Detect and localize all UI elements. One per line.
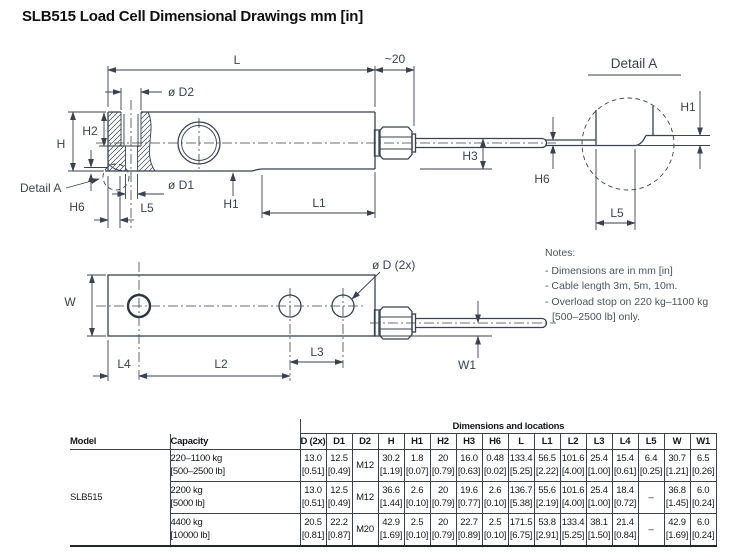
dimension-cell: 20 [0.79] xyxy=(430,513,456,546)
table-group-header-row xyxy=(70,419,716,434)
dimension-cell: 38.1 [1.50] xyxy=(586,513,612,546)
dim-label-l3: L3 xyxy=(310,345,324,359)
dimension-cell: 101.6 [4.00] xyxy=(560,449,586,481)
dim-label-l5-side: L5 xyxy=(140,201,154,215)
model-cell: SLB515 xyxy=(70,449,170,546)
dim-l3 xyxy=(290,345,343,362)
model-header: Model xyxy=(70,434,170,450)
dimension-cell: 6.5 [0.26] xyxy=(690,449,716,481)
dimension-cell: 42.9 [1.69] xyxy=(664,513,690,546)
dimension-cell: 6.0 [0.24] xyxy=(690,481,716,513)
dimension-cell: M20 xyxy=(352,513,378,546)
dimension-cell: 2.6 [0.10] xyxy=(404,481,430,513)
dimension-cell: 55.6 [2.19] xyxy=(534,481,560,513)
table-header-row xyxy=(70,434,716,450)
dimension-cell: M12 xyxy=(352,449,378,481)
dim-d2 xyxy=(105,85,194,110)
dimension-cell: – xyxy=(638,513,664,546)
dim-column-header: L4 xyxy=(612,434,638,450)
detail-a-profile xyxy=(545,106,673,146)
dimension-cell: 13.0 [0.51] xyxy=(300,481,326,513)
dim-label-h6-side: H6 xyxy=(69,200,85,214)
detail-a-view xyxy=(534,56,710,230)
dim-label-l1: L1 xyxy=(312,196,326,210)
dim-h3 xyxy=(420,139,492,169)
dim-label-l: L xyxy=(233,53,241,67)
dim-label-w1: W1 xyxy=(458,358,476,372)
dim-h xyxy=(57,112,106,171)
dimension-cell: 2.5 [0.10] xyxy=(482,513,508,546)
dim-approx-20 xyxy=(375,52,414,126)
dim-label-h: H xyxy=(56,137,66,151)
dim-column-header: D1 xyxy=(326,434,352,450)
dim-column-header: L3 xyxy=(586,434,612,450)
dim-l4 xyxy=(93,340,154,381)
dim-label-d2: ø D2 xyxy=(168,85,195,99)
dim-column-header: W xyxy=(664,434,690,450)
dimension-cell: 42.9 [1.69] xyxy=(378,513,404,546)
dimension-cell: 22.7 [0.89] xyxy=(456,513,482,546)
dim-column-header: L1 xyxy=(534,434,560,450)
dimension-cell: 2.6 [0.10] xyxy=(482,481,508,513)
dimension-cell: 13.0 [0.51] xyxy=(300,449,326,481)
dimension-cell: 171.5 [6.75] xyxy=(508,513,534,546)
dim-label-l2: L2 xyxy=(214,357,228,371)
dim-column-header: H3 xyxy=(456,434,482,450)
dimension-cell: 30.2 [1.19] xyxy=(378,449,404,481)
dimension-cell: 136.7 [5.38] xyxy=(508,481,534,513)
detail-a-callout-label: Detail A xyxy=(20,181,62,195)
dim-label-d-2x: ø D (2x) xyxy=(372,258,416,272)
dim-column-header: D2 xyxy=(352,434,378,450)
dimension-cell: M12 xyxy=(352,481,378,513)
dim-label-l4: L4 xyxy=(117,357,131,371)
dim-column-header: H xyxy=(378,434,404,450)
dim-h1-detail xyxy=(638,91,710,169)
dimension-cell: 15.4 [0.61] xyxy=(612,449,638,481)
dimension-cell: 20 [0.79] xyxy=(430,481,456,513)
dim-l5-detail xyxy=(596,149,635,230)
dimension-cell: 19.6 [0.77] xyxy=(456,481,482,513)
dimension-cell: 0.48 [0.02] xyxy=(482,449,508,481)
dimension-cell: 12.5 [0.49] xyxy=(326,481,352,513)
dim-column-header: H2 xyxy=(430,434,456,450)
capacity-cell: 2200 kg [5000 lb] xyxy=(170,481,300,513)
dimension-cell: 18.4 [0.72] xyxy=(612,481,638,513)
dimension-cell: 133.4 [5.25] xyxy=(560,513,586,546)
note-item: - Cable length 3m, 5m, 10m. xyxy=(545,280,678,292)
dim-h1-side xyxy=(223,173,239,211)
dim-label-h1-side: H1 xyxy=(223,197,239,211)
note-item: - Dimensions are in mm [in] xyxy=(545,264,673,277)
dim-column-header: L5 xyxy=(638,434,664,450)
dim-w xyxy=(64,275,106,336)
group-header-spacer xyxy=(70,419,300,434)
dim-column-header: H1 xyxy=(404,434,430,450)
group-header: Dimensions and locations xyxy=(300,419,716,434)
dim-column-header: H6 xyxy=(482,434,508,450)
dim-column-header: W1 xyxy=(690,434,716,450)
dimension-cell: 22.2 [0.87] xyxy=(326,513,352,546)
top-view xyxy=(64,258,556,381)
dimension-cell: 20 [0.79] xyxy=(430,449,456,481)
dimension-cell: 1.8 [0.07] xyxy=(404,449,430,481)
dimension-cell: 133.4 [5.25] xyxy=(508,449,534,481)
dim-label-h6-detail: H6 xyxy=(534,172,550,186)
dim-d-2x xyxy=(352,258,415,299)
dimension-cell: 30.7 [1.21] xyxy=(664,449,690,481)
dim-column-header: L2 xyxy=(560,434,586,450)
dimension-cell: – xyxy=(638,481,664,513)
dimension-cell: 21.4 [0.84] xyxy=(612,513,638,546)
note-item: [500–2500 lb] only. xyxy=(552,311,640,323)
dim-label-approx-20: ~20 xyxy=(384,52,406,66)
notes-heading: Notes: xyxy=(545,247,576,259)
capacity-cell: 220–1100 kg [500–2500 lb] xyxy=(170,449,300,481)
dim-l2 xyxy=(139,357,290,376)
dimension-cell: 53.8 [2.91] xyxy=(534,513,560,546)
dim-w1 xyxy=(378,301,492,372)
dimension-cell: 16.0 [0.63] xyxy=(456,449,482,481)
dimension-cell: 25.4 [1.00] xyxy=(586,481,612,513)
dimension-cell: 36.8 [1.45] xyxy=(664,481,690,513)
hatch-section xyxy=(108,112,155,171)
notes xyxy=(545,246,708,326)
dim-label-l5-detail: L5 xyxy=(610,206,624,220)
dim-l xyxy=(108,53,375,107)
dim-column-header: L xyxy=(508,434,534,450)
dim-h6-detail xyxy=(534,117,553,186)
dim-label-h1-detail: H1 xyxy=(680,100,696,114)
dimension-cell: 25.4 [1.00] xyxy=(586,449,612,481)
dim-l5-side xyxy=(94,176,154,228)
dim-label-d1: ø D1 xyxy=(168,178,195,192)
dimension-cell: 6.4 [0.25] xyxy=(638,449,664,481)
dimension-cell: 101.6 [4.00] xyxy=(560,481,586,513)
capacity-header: Capacity xyxy=(170,434,300,450)
note-item: - Overload stop on 220 kg–1100 kg xyxy=(545,295,709,308)
hole-centerlines xyxy=(139,262,343,381)
dimension-cell: 2.5 [0.10] xyxy=(404,513,430,546)
dimension-cell: 12.5 [0.49] xyxy=(326,449,352,481)
page-title: SLB515 Load Cell Dimensional Drawings mm [in] xyxy=(22,8,364,25)
dim-table-body xyxy=(70,449,716,546)
top-view-body xyxy=(108,275,375,336)
detail-a-callout xyxy=(20,179,99,195)
side-view-dimensions xyxy=(20,52,492,228)
dim-label-h2: H2 xyxy=(82,124,98,138)
dim-l1 xyxy=(262,172,375,218)
dim-column-header: D (2x) xyxy=(300,434,326,450)
dimension-table xyxy=(70,419,717,547)
detail-a-title: Detail A xyxy=(610,56,658,71)
dim-label-h3: H3 xyxy=(462,149,478,163)
dimension-cell: 6.0 [0.24] xyxy=(690,513,716,546)
dim-label-w: W xyxy=(64,295,76,309)
dimension-cell: 36.6 [1.44] xyxy=(378,481,404,513)
dimension-cell: 20.5 [0.81] xyxy=(300,513,326,546)
table-row xyxy=(70,449,716,481)
capacity-cell: 4400 kg [10000 lb] xyxy=(170,513,300,546)
dimension-cell: 56.5 [2.22] xyxy=(534,449,560,481)
side-view xyxy=(96,100,558,228)
